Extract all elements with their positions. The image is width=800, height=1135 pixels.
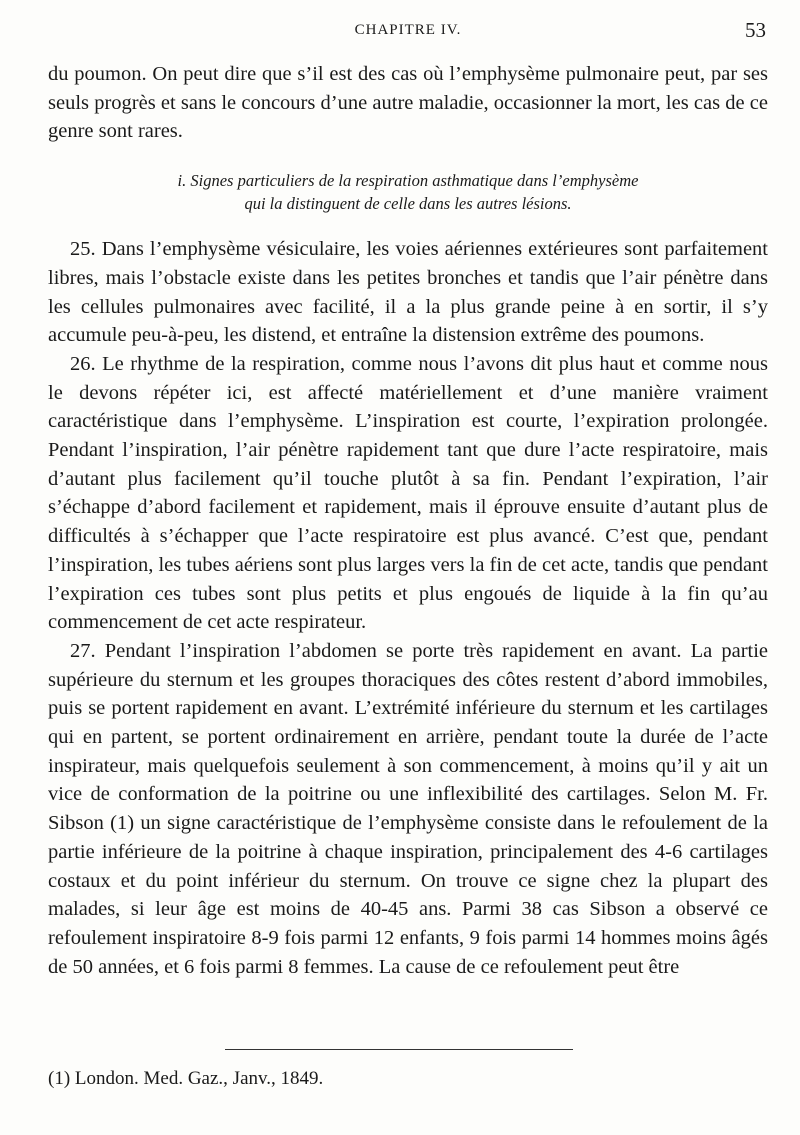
- paragraph-text: Pendant l’inspiration l’abdomen se porte très rapidement en avant. La partie supérieure du sternum et les groupes thoraciques des côtes restent d’abord immobiles, puis se portent rapidement en avant. L’extrémité inférieure du sternum et les cartilages qui en partent, se portent ordinairement en arrière, pendant toute la durée de l’acte inspirateur, mais quelquefois seulement à son commencement, à moins qu’il y ait un vice de conformation de la poitrine ou une inflexibilité des cartilages. Selon M. Fr. Sibson (1) un signe caractéristique de l’emphysème consiste dans le refoulement de la partie inférieure de la poitrine à chaque inspiration, principalement des 4-6 cartilages costaux et du point inférieur du sternum. On trouve ce signe chez la plupart des malades, si leur âge est moins de 40-45 ans. Parmi 38 cas Sibson a observé ce refoulement inspiratoire 8-9 fois parmi 12 enfants, 9 fois parmi 14 hommes moins âgés de 50 années, et 6 fois parmi 8 femmes. La cause de ce refoulement peut être: [48, 639, 769, 978]
- running-head: [48, 18, 768, 44]
- paragraph-text: Le rhythme de la respiration, comme nous l’avons dit plus haut et comme nous le devons répéter ici, est affecté matériellement et d’une manière vraiment caractéristique dans l’emphysème. L’inspiration est courte, l’expiration prolongée. Pendant l’inspiration, l’air pénètre rapidement tant que dure l’acte respiratoire, mais d’autant plus facilement qu’il touche plutôt à sa fin. Pendant l’expiration, l’air s’échappe d’abord facilement et rapidement, mais il éprouve ensuite d’autant plus de difficultés à s’échapper que l’acte respiratoire est plus avancé. C’est que, pendant l’inspiration, les tubes aériens sont plus larges vers la fin de cet acte, tandis que pendant l’expiration ces tubes sont plus petits et plus engoués de liquide à la fin qu’au commencement de cet acte respirateur.: [48, 352, 768, 634]
- footnote: (1) London. Med. Gaz., Janv., 1849.: [48, 1068, 324, 1089]
- section-heading: [48, 169, 768, 215]
- paragraph-text: Dans l’emphysème vésiculaire, les voies aériennes extérieures sont parfaitement libres, mais l’obstacle existe dans les petites bronches et tandis que l’air pénètre dans les cellules pulmonaires avec facilité, il a la plus grande peine à en sortir, il s’y accumule peu-à-peu, les distend, et entraîne la distension extrême des poumons.: [48, 238, 769, 347]
- paragraph-25: [48, 235, 768, 350]
- opening-paragraph: du poumon. On peut dire que s’il est des cas où l’emphysème pulmonaire peut, par ses seuls progrès et sans le concours d’une autre maladie, occasionner la mort, les cas de ce genre sont rares.: [48, 63, 768, 143]
- body-text: [48, 60, 768, 981]
- paragraph-number: 26.: [70, 352, 96, 375]
- page-number: 53: [745, 18, 766, 42]
- paragraph-27: [48, 637, 768, 981]
- section-heading-line-1: i. Signes particuliers de la respiration asthmatique dans l’emphysème: [177, 171, 639, 191]
- paragraph-number: 25.: [70, 238, 96, 261]
- chapter-title: CHAPITRE IV.: [354, 22, 462, 38]
- paragraph-number: 27.: [70, 639, 96, 662]
- footnote-divider: [225, 1049, 573, 1050]
- paragraph-26: [48, 350, 768, 637]
- section-heading-line-2: qui la distinguent de celle dans les autres lésions.: [244, 194, 572, 214]
